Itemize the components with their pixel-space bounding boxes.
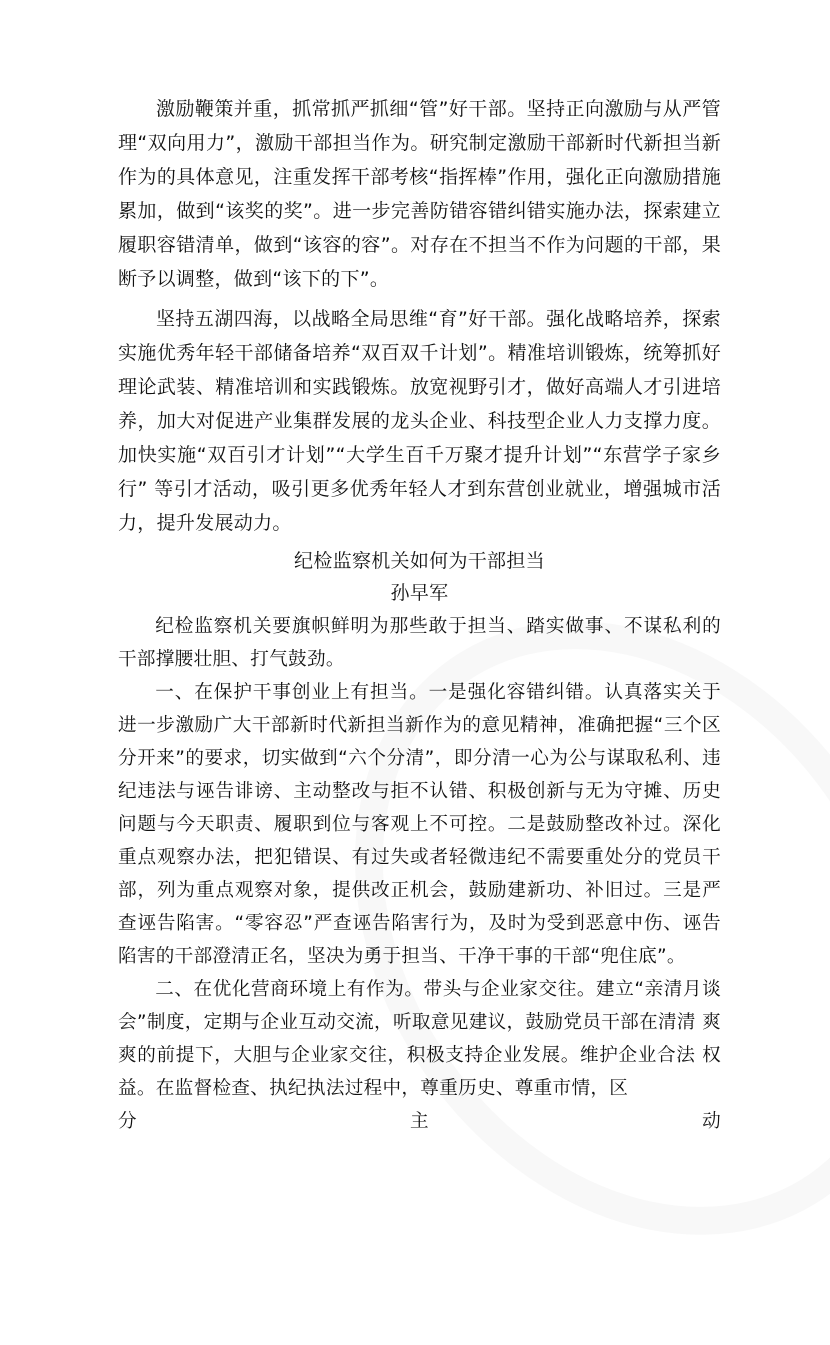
article2-paragraph-2: 一、在保护干事创业上有担当。一是强化容错纠错。认真落实关于进一步激励广大干部新时代新担当新作为的意见精神，准确把握“三个区 分开来”的要求，切实做到“六个分清”，即分清一心为公与谋取私利、违 纪违法与诬告诽谤、主动整改与拒不认错、积极创新与无为守摊、历史 问题与今天职责、履职到位与客观上不可控。二是鼓励整改补过。深化 重点观察办法，把犯错误、有过失或者轻微违纪不需要重处分的党员干 部，列为重点观察对象，提供改正机会，鼓励建新功、补旧过。三是严 查诬告陷害。“零容忍”严查诬告陷害行为，及时为受到恶意中伤、诬告 陷害的干部澄清正名，坚决为勇于担当、干净干事的干部“兜住底”。 (118, 682, 721, 967)
last-line-word-1: 分 (118, 1111, 137, 1132)
last-line-word-3: 动 (702, 1111, 721, 1132)
article2-paragraph-1: 纪检监察机关要旗帜鲜明为那些敢于担当、踏实做事、不谋私利的 干部撑腰壮胆、打气鼓劲。 (118, 616, 721, 670)
article1-paragraph-2: 坚持五湖四海，以战略全局思维“育”好干部。强化战略培养，探索实施优秀年轻干部储备培养“双百双千计划”。精准培训锻炼，统筹抓好理论武装、精准培训和实践锻炼。放宽视野引才，做好高端人才引进培养，加大对促进产业集群发展的龙头企业、科技型企业人力支撑力度。加快实施“双百引才计划”“大学生百千万聚才提升计划”“东营学子家乡行” 等引才活动，吸引更多优秀年轻人才到东营创业就业，增强城市活力，提升发展动力。 (118, 308, 721, 534)
article2-body (118, 610, 721, 1138)
article2-paragraph-3: 二、在优化营商环境上有作为。带头与企业家交往。建立“亲清月谈会”制度，定期与企业互动交流，听取意见建议，鼓励党员干部在清清 爽爽的前提下，大胆与企业家交往，积极支持企业发展。维护企业合法 权益。在监督检查、执纪执法过程中，尊重历史、尊重市情，区 (118, 979, 721, 1099)
document-page (118, 92, 721, 1138)
article2-title: 纪检监察机关如何为干部担当 (294, 550, 545, 572)
article2-author: 孙早军 (390, 582, 449, 604)
article1-paragraph-1: 激励鞭策并重，抓常抓严抓细“管”好干部。坚持正向激励与从严管理“双向用力”，激励干部担当作为。研究制定激励干部新时代新担当新作为的具体意见，注重发挥干部考核“指挥棒”作用，强化正向激励措施累加，做到“该奖的奖”。进一步完善防错容错纠错实施办法，探索建立履职容错清单，做到“该容的容”。对存在不担当不作为问题的干部，果断予以调整，做到“该下的下”。 (118, 98, 721, 290)
last-line-word-2: 主 (410, 1111, 429, 1132)
article2-last-line (118, 1105, 721, 1138)
